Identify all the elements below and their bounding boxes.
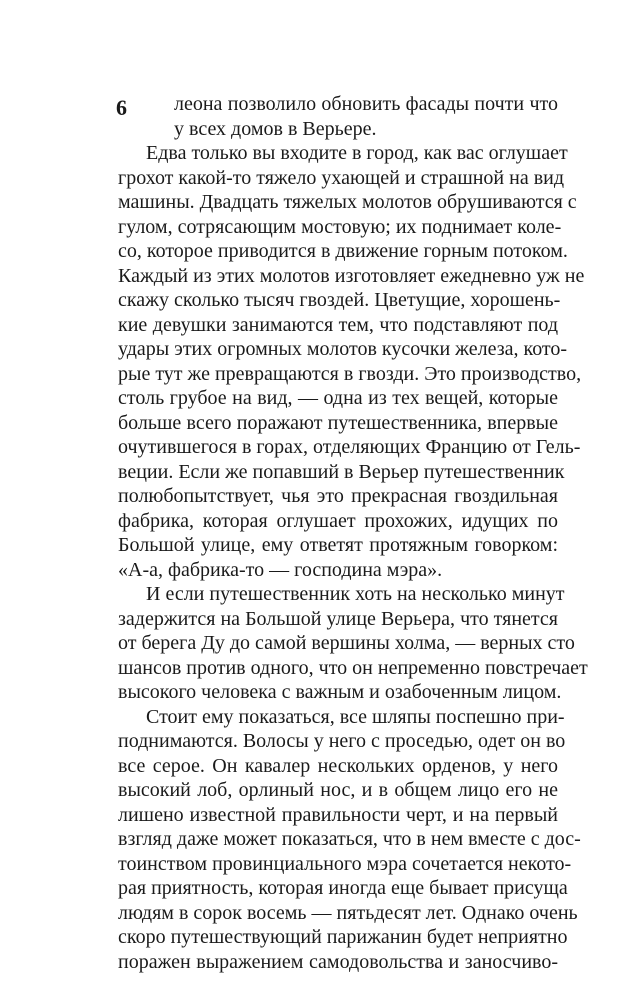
text-line: поднимаются. Волосы у него с проседью, одет он во [118, 730, 566, 752]
text-line: людям в сорок восемь — пятьдесят лет. Однако очень [118, 901, 578, 924]
text-line: рая приятность, которая иногда еще бывает присуща [118, 877, 568, 899]
text-line: машины. Двадцать тяжелых молотов обрушиваются с [118, 191, 577, 213]
text-line: рые тут же превращаются в гвозди. Это производство, [118, 362, 582, 385]
text-line: удары этих огромных молотов кусочки железа, кото- [118, 338, 568, 360]
text-line: со, которое приводится в движение горным потоком. [118, 240, 568, 262]
text-line: полюбопытствует, чья это прекрасная гвоздильная [118, 485, 558, 507]
text-line: у всех домов в Верьере. [174, 117, 377, 140]
text-line: «А-а, фабрика-то — господина мэра». [118, 558, 443, 581]
paragraph-traveller [118, 582, 588, 705]
text-line: Стоит ему показаться, все шляпы поспешно при- [146, 705, 565, 728]
text-line: Большой улице, ему ответят протяжным говорком: [118, 534, 558, 556]
text-line: все серое. Он кавалер нескольких орденов, у него [118, 754, 558, 777]
text-line: Едва только вы входите в город, как вас оглушает [146, 142, 568, 164]
text-line: Каждый из этих молотов изготовляет ежедневно уж не [118, 264, 585, 287]
paragraph-mayor [118, 705, 581, 975]
text-line: очутившегося в горах, отделяющих Францию от Гель- [118, 436, 581, 458]
text-line: леона позволило обновить фасады почти что [174, 93, 558, 115]
text-line: веции. Если же попавший в Верьер путешественник [118, 460, 565, 483]
text-line: столь грубое на вид, — одна из тех вещей, которые [118, 387, 558, 409]
text-line: кие девушки занимаются тем, что подставляют под [118, 313, 558, 336]
text-line: лишено известной правильности черт, и на первый [118, 803, 558, 826]
text-line: больше всего поражают путешественника, впервые [118, 411, 558, 434]
text-line: задержится на Большой улице Верьера, что тянется [118, 607, 558, 630]
text-line: взгляд даже может показаться, что в нем вместе с дос- [118, 828, 581, 850]
text-line: скоро путешествующий парижанин будет неприятно [118, 926, 568, 948]
paragraph-factory [118, 141, 585, 582]
text-line: гулом, сотрясающим мостовую; их поднимает коле- [118, 215, 562, 238]
opening-paragraph-continuation [174, 92, 558, 141]
text-line: от берега Ду до самой вершины холма, — верных сто [118, 632, 575, 654]
text-line: И если путешественник хоть на несколько минут [146, 583, 565, 605]
text-line: тоинством провинциального мэра сочетается некото- [118, 852, 572, 875]
text-line: высокого человека с важным и озабоченным лицом. [118, 681, 562, 703]
text-line: грохот какой-то тяжело ухающей и страшной на вид [118, 166, 565, 189]
text-line: высокий лоб, орлиный нос, и в общем лицо его не [118, 779, 558, 801]
text-line: скажу сколько тысяч гвоздей. Цветущие, хорошень- [118, 289, 561, 311]
book-page [116, 92, 588, 974]
text-line: шансов против одного, что он непременно повстречает [118, 656, 588, 679]
text-line: поражен выражением самодовольства и заносчиво- [118, 950, 558, 973]
page-number: 6 [116, 95, 127, 120]
text-line: фабрика, которая оглушает прохожих, идущих по [118, 509, 558, 532]
